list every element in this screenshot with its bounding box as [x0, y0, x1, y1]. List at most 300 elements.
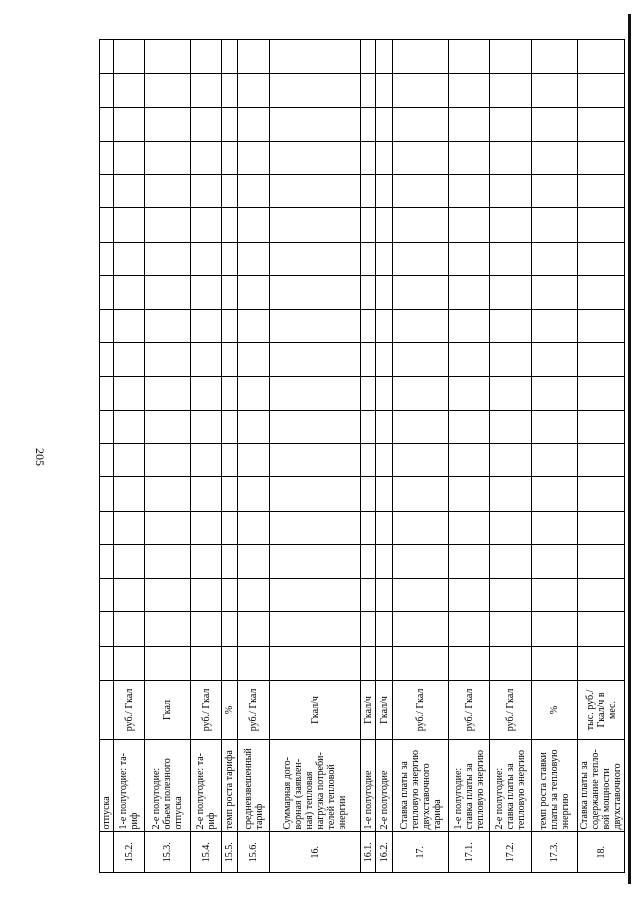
- value-cell: [361, 376, 376, 410]
- value-cell: [222, 612, 238, 646]
- rotated-table-container: [99, 39, 623, 873]
- value-cell: [270, 275, 361, 309]
- value-cell: [449, 511, 490, 544]
- value-cell: [449, 444, 490, 477]
- value-cell: [393, 40, 449, 74]
- table-row: [449, 40, 490, 873]
- value-cell: [361, 141, 376, 174]
- value-cell: [393, 208, 449, 242]
- value-cell: [449, 612, 490, 646]
- value-cell: [114, 579, 145, 612]
- row-name: 1-е полугодие: [361, 740, 376, 832]
- value-cell: [376, 208, 393, 242]
- value-cell: [238, 175, 270, 208]
- value-cell: [361, 646, 376, 680]
- value-cell: [238, 242, 270, 275]
- value-cell: [238, 275, 270, 309]
- row-number: 15.6.: [238, 832, 270, 873]
- value-cell: [578, 242, 625, 275]
- table-row: [361, 40, 376, 873]
- value-cell: [114, 612, 145, 646]
- value-cell: [191, 612, 222, 646]
- value-cell: [376, 376, 393, 410]
- value-cell: [376, 410, 393, 443]
- value-cell: [361, 444, 376, 477]
- value-cell: [532, 511, 578, 544]
- value-cell: [114, 141, 145, 174]
- value-cell: [238, 74, 270, 107]
- value-cell: [270, 544, 361, 578]
- value-cell: [361, 511, 376, 544]
- value-cell: [270, 208, 361, 242]
- value-cell: [490, 579, 532, 612]
- value-cell: [393, 376, 449, 410]
- value-cell: [270, 107, 361, 141]
- value-cell: [191, 107, 222, 141]
- value-cell: [222, 544, 238, 578]
- value-cell: [490, 511, 532, 544]
- value-cell: [393, 410, 449, 443]
- value-cell: [114, 376, 145, 410]
- value-cell: [393, 310, 449, 343]
- row-number: 15.5.: [222, 832, 238, 873]
- value-cell: [393, 343, 449, 376]
- value-cell: [145, 242, 191, 275]
- value-cell: [449, 544, 490, 578]
- value-cell: [376, 444, 393, 477]
- value-cell: [222, 275, 238, 309]
- table-row: [532, 40, 578, 873]
- value-cell: [191, 579, 222, 612]
- value-cell: [490, 208, 532, 242]
- top-strip-label: отпуска: [100, 740, 114, 832]
- row-unit: Гкал/ч: [361, 680, 376, 739]
- value-cell: [449, 477, 490, 511]
- value-cell: [361, 107, 376, 141]
- value-cell: [114, 410, 145, 443]
- row-number: 17.2.: [490, 832, 532, 873]
- value-cell: [145, 376, 191, 410]
- value-cell: [393, 107, 449, 141]
- value-cell: [490, 107, 532, 141]
- value-cell: [191, 646, 222, 680]
- value-cell: [222, 477, 238, 511]
- value-cell: [393, 579, 449, 612]
- value-cell: [191, 275, 222, 309]
- value-cell: [449, 410, 490, 443]
- value-cell: [114, 242, 145, 275]
- row-number: 15.4.: [191, 832, 222, 873]
- value-cell: [490, 242, 532, 275]
- value-cell: [376, 579, 393, 612]
- value-cell: [376, 343, 393, 376]
- value-cell: [238, 579, 270, 612]
- value-cell: [191, 544, 222, 578]
- row-name: 1-е полугодие: ставка платы за тепловую энергию: [449, 740, 490, 832]
- value-cell: [578, 579, 625, 612]
- value-cell: [222, 40, 238, 74]
- value-cell: [191, 343, 222, 376]
- value-cell: [145, 579, 191, 612]
- value-cell: [490, 141, 532, 174]
- value-cell: [145, 343, 191, 376]
- value-cell: [238, 511, 270, 544]
- value-cell: [361, 544, 376, 578]
- value-cell: [145, 208, 191, 242]
- value-cell: [393, 275, 449, 309]
- value-cell: [270, 343, 361, 376]
- value-cell: [270, 175, 361, 208]
- value-cell: [361, 175, 376, 208]
- row-number: 15.3.: [145, 832, 191, 873]
- value-cell: [449, 242, 490, 275]
- value-cell: [222, 646, 238, 680]
- value-cell: [393, 612, 449, 646]
- value-cell: [222, 310, 238, 343]
- table-row-top-strip: [100, 40, 114, 873]
- value-cell: [145, 310, 191, 343]
- value-cell: [578, 343, 625, 376]
- row-name: темп роста ставки платы за тепловую энергию: [532, 740, 578, 832]
- value-cell: [490, 175, 532, 208]
- row-unit: руб./ Гкал: [490, 680, 532, 739]
- value-cell: [449, 208, 490, 242]
- value-cell: [490, 410, 532, 443]
- row-unit: %: [222, 680, 238, 739]
- value-cell: [114, 646, 145, 680]
- value-cell: [578, 376, 625, 410]
- row-number: 16.1.: [361, 832, 376, 873]
- table-row: [376, 40, 393, 873]
- value-cell: [490, 376, 532, 410]
- value-cell: [114, 208, 145, 242]
- row-name: темп роста тарифа: [222, 740, 238, 832]
- value-cell: [532, 444, 578, 477]
- value-cell: [376, 242, 393, 275]
- value-cell: [532, 74, 578, 107]
- value-cell: [270, 579, 361, 612]
- value-cell: [376, 544, 393, 578]
- value-cell: [578, 107, 625, 141]
- value-cell: [191, 376, 222, 410]
- value-cell: [145, 40, 191, 74]
- value-cell: [114, 511, 145, 544]
- value-cell: [532, 310, 578, 343]
- row-number: 17.3.: [532, 832, 578, 873]
- value-cell: [361, 410, 376, 443]
- value-cell: [270, 74, 361, 107]
- row-unit: руб./ Гкал: [238, 680, 270, 739]
- row-name: Суммарная дого-ворная (заявлен-ная) тепловая нагрузка потреби-телей тепловой энергии: [270, 740, 361, 832]
- value-cell: [376, 74, 393, 107]
- value-cell: [376, 612, 393, 646]
- table-row: [490, 40, 532, 873]
- value-cell: [222, 579, 238, 612]
- value-cell: [578, 477, 625, 511]
- value-cell: [222, 74, 238, 107]
- row-number: 18.: [578, 832, 625, 873]
- value-cell: [145, 141, 191, 174]
- value-cell: [532, 544, 578, 578]
- value-cell: [238, 107, 270, 141]
- value-cell: [361, 612, 376, 646]
- value-cell: [449, 40, 490, 74]
- value-cell: [449, 107, 490, 141]
- value-cell: [145, 175, 191, 208]
- row-name: средневзвешенный тариф: [238, 740, 270, 832]
- value-cell: [270, 40, 361, 74]
- value-cell: [222, 444, 238, 477]
- value-cell: [532, 141, 578, 174]
- value-cell: [361, 343, 376, 376]
- value-cell: [361, 477, 376, 511]
- value-cell: [490, 275, 532, 309]
- value-cell: [114, 544, 145, 578]
- value-cell: [532, 612, 578, 646]
- value-cell: [490, 310, 532, 343]
- value-cell: [393, 544, 449, 578]
- value-cell: [238, 544, 270, 578]
- value-cell: [238, 444, 270, 477]
- value-cell: [578, 612, 625, 646]
- value-cell: [361, 275, 376, 309]
- row-name: Ставка платы за тепловую энергию двухставочного тарифа: [393, 740, 449, 832]
- value-cell: [376, 511, 393, 544]
- value-cell: [191, 175, 222, 208]
- rotated-table-frame: [99, 39, 623, 873]
- value-cell: [532, 410, 578, 443]
- table-row: [114, 40, 145, 873]
- row-unit: Гкал/ч: [376, 680, 393, 739]
- row-unit: руб./ Гкал: [449, 680, 490, 739]
- value-cell: [578, 74, 625, 107]
- row-number: 16.: [270, 832, 361, 873]
- row-name: 2-е полугодие: та-риф: [191, 740, 222, 832]
- value-cell: [376, 477, 393, 511]
- value-cell: [145, 646, 191, 680]
- value-cell: [532, 242, 578, 275]
- value-cell: [238, 141, 270, 174]
- row-unit: %: [532, 680, 578, 739]
- value-cell: [114, 477, 145, 511]
- value-cell: [490, 444, 532, 477]
- row-unit: Гкал: [145, 680, 191, 739]
- value-cell: [191, 141, 222, 174]
- value-cell: [578, 511, 625, 544]
- value-cell: [393, 175, 449, 208]
- table-body: [114, 40, 625, 873]
- value-cell: [449, 275, 490, 309]
- row-number: 17.: [393, 832, 449, 873]
- value-cell: [145, 544, 191, 578]
- value-cell: [114, 275, 145, 309]
- value-cell: [145, 477, 191, 511]
- value-cell: [376, 310, 393, 343]
- value-cell: [191, 477, 222, 511]
- tariff-table: [99, 39, 625, 873]
- page-number: 205: [33, 448, 47, 466]
- value-cell: [191, 242, 222, 275]
- value-cell: [393, 141, 449, 174]
- value-cell: [449, 343, 490, 376]
- value-cell: [361, 74, 376, 107]
- value-cell: [490, 74, 532, 107]
- row-unit: руб./ Гкал: [191, 680, 222, 739]
- value-cell: [361, 208, 376, 242]
- value-cell: [238, 646, 270, 680]
- value-cell: [238, 40, 270, 74]
- value-cell: [532, 107, 578, 141]
- value-cell: [578, 275, 625, 309]
- value-cell: [532, 208, 578, 242]
- row-number: 17.1.: [449, 832, 490, 873]
- value-cell: [393, 511, 449, 544]
- value-cell: [222, 511, 238, 544]
- scan-edge-bar: [628, 14, 631, 884]
- value-cell: [270, 612, 361, 646]
- value-cell: [532, 376, 578, 410]
- value-cell: [490, 646, 532, 680]
- value-cell: [490, 40, 532, 74]
- value-cell: [532, 343, 578, 376]
- row-unit: Гкал/ч: [270, 680, 361, 739]
- value-cell: [270, 477, 361, 511]
- value-cell: [114, 74, 145, 107]
- value-cell: [145, 444, 191, 477]
- value-cell: [270, 141, 361, 174]
- table-row: [191, 40, 222, 873]
- value-cell: [222, 410, 238, 443]
- row-unit: руб./ Гкал: [393, 680, 449, 739]
- row-name: 2-е полугодие: [376, 740, 393, 832]
- value-cell: [270, 511, 361, 544]
- value-cell: [238, 208, 270, 242]
- value-cell: [270, 444, 361, 477]
- value-cell: [191, 40, 222, 74]
- value-cell: [270, 376, 361, 410]
- value-cell: [145, 74, 191, 107]
- row-name: 2-е полугодие: объем полезного отпуска: [145, 740, 191, 832]
- value-cell: [114, 175, 145, 208]
- value-cell: [361, 310, 376, 343]
- value-cell: [532, 579, 578, 612]
- value-cell: [191, 310, 222, 343]
- value-cell: [114, 310, 145, 343]
- value-cell: [532, 646, 578, 680]
- value-cell: [191, 410, 222, 443]
- row-name: 1-е полугодие: та-риф: [114, 740, 145, 832]
- value-cell: [376, 40, 393, 74]
- value-cell: [532, 275, 578, 309]
- value-cell: [393, 74, 449, 107]
- row-name: 2-е полугодие: ставка платы за тепловую энергию: [490, 740, 532, 832]
- value-cell: [191, 208, 222, 242]
- value-cell: [361, 40, 376, 74]
- value-cell: [238, 310, 270, 343]
- table-row: [222, 40, 238, 873]
- value-cell: [578, 208, 625, 242]
- table-row: [270, 40, 361, 873]
- value-cell: [222, 141, 238, 174]
- value-cell: [449, 74, 490, 107]
- value-cell: [361, 242, 376, 275]
- value-cell: [222, 107, 238, 141]
- row-name: Ставка платы за содержание тепло-вой мощности двухставочного: [578, 740, 625, 832]
- value-cell: [490, 477, 532, 511]
- value-cell: [222, 376, 238, 410]
- value-cell: [222, 208, 238, 242]
- value-cell: [238, 343, 270, 376]
- value-cell: [222, 242, 238, 275]
- value-cell: [449, 579, 490, 612]
- value-cell: [191, 74, 222, 107]
- value-cell: [238, 410, 270, 443]
- value-cell: [393, 444, 449, 477]
- value-cell: [270, 242, 361, 275]
- row-number: 15.2.: [114, 832, 145, 873]
- value-cell: [361, 579, 376, 612]
- value-cell: [449, 646, 490, 680]
- value-cell: [393, 646, 449, 680]
- value-cell: [270, 310, 361, 343]
- value-cell: [270, 646, 361, 680]
- value-cell: [490, 544, 532, 578]
- value-cell: [145, 275, 191, 309]
- table-row: [238, 40, 270, 873]
- value-cell: [376, 175, 393, 208]
- value-cell: [578, 40, 625, 74]
- table-row: [578, 40, 625, 873]
- value-cell: [238, 612, 270, 646]
- value-cell: [114, 40, 145, 74]
- value-cell: [145, 410, 191, 443]
- value-cell: [238, 376, 270, 410]
- row-unit: тыс. руб./ Гкал/ч в мес.: [578, 680, 625, 739]
- value-cell: [393, 477, 449, 511]
- value-cell: [145, 107, 191, 141]
- value-cell: [114, 107, 145, 141]
- value-cell: [222, 175, 238, 208]
- value-cell: [449, 141, 490, 174]
- value-cell: [145, 511, 191, 544]
- value-cell: [449, 376, 490, 410]
- value-cell: [532, 175, 578, 208]
- table-row: [393, 40, 449, 873]
- table-row: [145, 40, 191, 873]
- value-cell: [578, 310, 625, 343]
- value-cell: [393, 242, 449, 275]
- value-cell: [376, 275, 393, 309]
- value-cell: [532, 40, 578, 74]
- value-cell: [238, 477, 270, 511]
- value-cell: [270, 410, 361, 443]
- row-unit: руб./ Гкал: [114, 680, 145, 739]
- value-cell: [449, 175, 490, 208]
- value-cell: [532, 477, 578, 511]
- value-cell: [578, 646, 625, 680]
- value-cell: [578, 410, 625, 443]
- value-cell: [376, 141, 393, 174]
- value-cell: [490, 612, 532, 646]
- value-cell: [376, 646, 393, 680]
- value-cell: [490, 343, 532, 376]
- value-cell: [449, 310, 490, 343]
- value-cell: [222, 343, 238, 376]
- value-cell: [114, 343, 145, 376]
- value-cell: [114, 444, 145, 477]
- value-cell: [191, 511, 222, 544]
- value-cell: [578, 544, 625, 578]
